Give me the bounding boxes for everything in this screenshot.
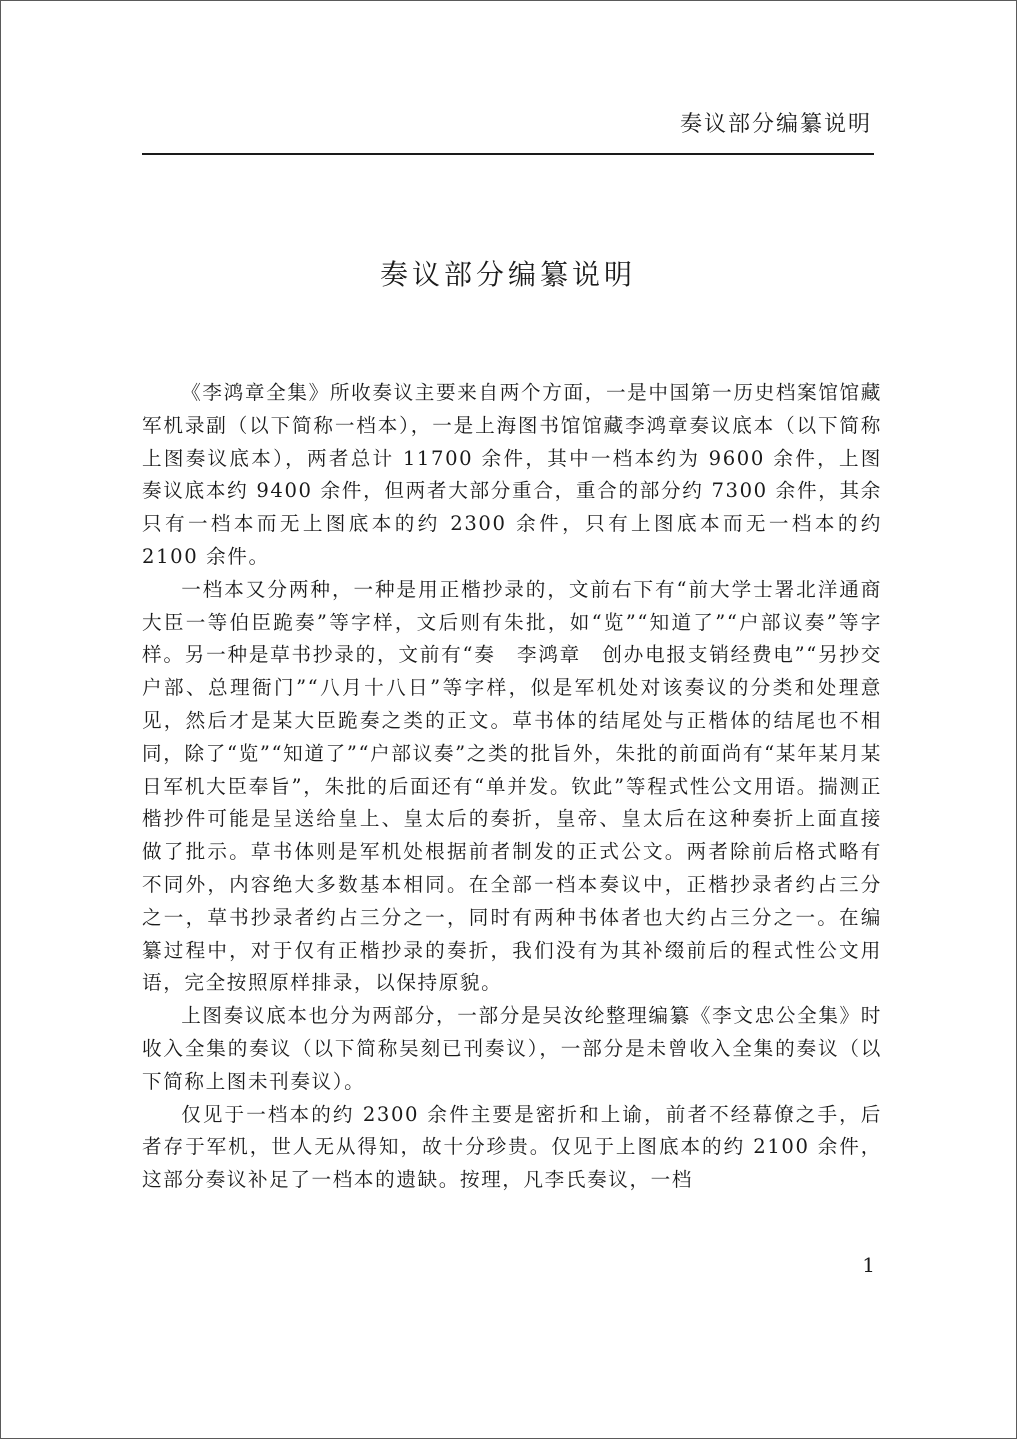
- paragraph-1: 《李鸿章全集》所收奏议主要来自两个方面，一是中国第一历史档案馆馆藏军机录副（以下简称一档本），一是上海图书馆馆藏李鸿章奏议底本（以下简称上图奏议底本），两者总计 11700 余件，其中一档本约为 9600 余件，上图奏议底本约 9400 余件，但两者大部分重合，重合的部分约 7300 余件，其余只有一档本而无上图底本的约 2300 余件，只有上图底本而无一档本的约 2100 余件。: [142, 381, 882, 568]
- paragraph-4: 仅见于一档本的约 2300 余件主要是密折和上谕，前者不经幕僚之手，后者存于军机，世人无从得知，故十分珍贵。仅见于上图底本的约 2100 余件，这部分奏议补足了一档本的遗缺。按理，凡李氏奏议，一档: [142, 1102, 882, 1192]
- page-title: 奏议部分编纂说明: [379, 258, 636, 291]
- paragraph-2: 一档本又分两种，一种是用正楷抄录的，文前右下有“前大学士署北洋通商大臣一等伯臣跪奏”等字样，文后则有朱批，如“览”“知道了”“户部议奏”等字样。另一种是草书抄录的，文前有“奏 李鸿章 创办电报支销经费电”“另抄交户部、总理衙门”“八月十八日”等字样，似是军机处对该奏议的分类和处理意见，然后才是某大臣跪奏之类的正文。草书体的结尾处与正楷体的结尾也不相同，除了“览”“知道了”“户部议奏”之类的批旨外，朱批的前面尚有“某年某月某日军机大臣奉旨”，朱批的后面还有“单并发。钦此”等程式性公文用语。揣测正楷抄件可能是呈送给皇上、皇太后的奏折，皇帝、皇太后在这种奏折上面直接做了批示。草书体则是军机处根据前者制发的正式公文。两者除前后格式略有不同外，内容绝大多数基本相同。在全部一档本奏议中，正楷抄录者约占三分之一，草书抄录者约占三分之一，同时有两种书体者也大约占三分之一。在编纂过程中，对于仅有正楷抄录的奏折，我们没有为其补缀前后的程式性公文用语，完全按照原样排录，以保持原貌。: [142, 577, 882, 995]
- paragraph-3: 上图奏议底本也分为两部分，一部分是吴汝纶整理编纂《李文忠公全集》时收入全集的奏议（以下简称吴刻已刊奏议），一部分是未曾收入全集的奏议（以下简称上图未刊奏议）。: [142, 1004, 882, 1093]
- running-header: 奏议部分编纂说明: [679, 112, 872, 137]
- page-number: 1: [862, 1253, 875, 1277]
- header-divider: [142, 153, 874, 155]
- body-text: [142, 377, 882, 1197]
